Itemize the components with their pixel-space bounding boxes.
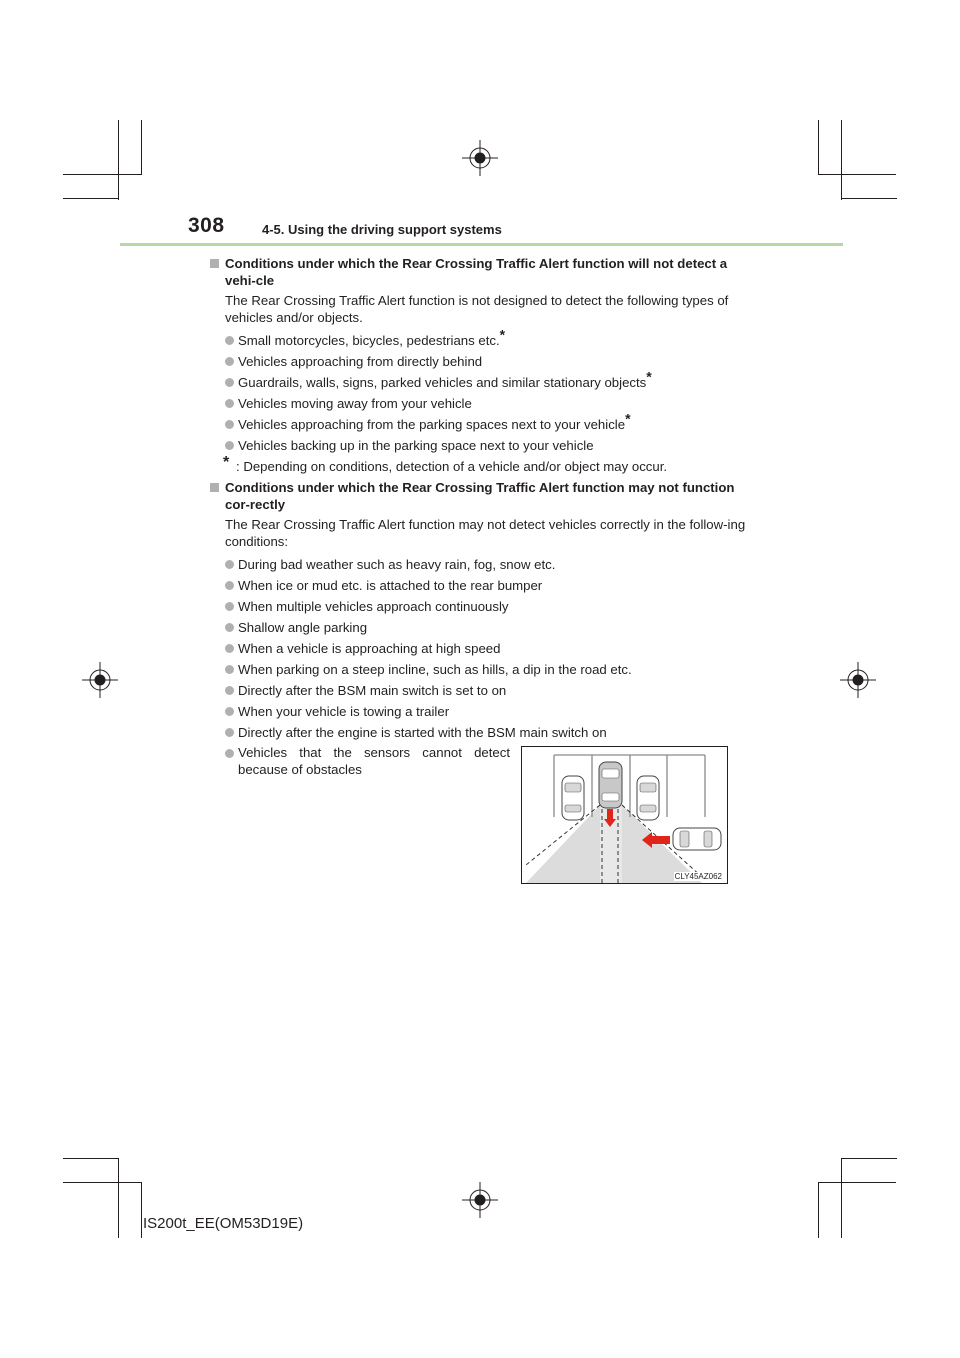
parking-illustration (521, 746, 728, 884)
registration-mark-icon (82, 662, 118, 698)
list-item (210, 701, 755, 722)
bullet-icon (225, 728, 234, 737)
list-item (210, 745, 510, 778)
bullet-icon (225, 644, 234, 653)
list-item (210, 435, 755, 456)
list-item (210, 680, 755, 701)
list-item (210, 659, 755, 680)
bullet-icon (225, 399, 234, 408)
parked-car-left (562, 776, 584, 820)
crop-mark (63, 198, 119, 199)
crop-mark (841, 1158, 897, 1159)
bullet-icon (225, 336, 234, 345)
list-item-text: When multiple vehicles approach continuously (238, 599, 509, 614)
crop-mark (818, 1182, 896, 1183)
bullet-icon (225, 707, 234, 716)
list-item-text: Vehicles backing up in the parking space next to your vehicle (238, 438, 594, 453)
list-item-text: Vehicles moving away from your vehicle (238, 396, 472, 411)
page-number: 308 (188, 214, 225, 237)
list-item-text: When ice or mud etc. is attached to the rear bumper (238, 578, 543, 593)
crop-mark (818, 1182, 819, 1238)
crop-mark (818, 174, 896, 175)
list-item (210, 722, 755, 743)
bullet-icon (225, 441, 234, 450)
section-heading-text: Conditions under which the Rear Crossing Traffic Alert function may not function cor-rectly (225, 480, 735, 512)
list-item-text: Small motorcycles, bicycles, pedestrians etc. (238, 333, 500, 348)
bullet-icon (225, 560, 234, 569)
bullet-icon (225, 581, 234, 590)
document-code: IS200t_EE(OM53D19E) (143, 1215, 304, 1232)
crop-mark (141, 1182, 142, 1238)
list-item-text: Vehicles approaching from the parking spaces next to your vehicle (238, 417, 626, 432)
bullet-icon (225, 749, 234, 758)
bullet-icon (225, 420, 234, 429)
list-item (210, 393, 755, 414)
approaching-car (673, 828, 721, 850)
registration-mark-icon (840, 662, 876, 698)
list-item (210, 368, 755, 393)
list-item-text: When your vehicle is towing a trailer (238, 704, 450, 719)
list-item (210, 410, 755, 435)
section-heading-text: Conditions under which the Rear Crossing Traffic Alert function will not detect a vehi-cle (225, 256, 728, 288)
footnote (210, 456, 755, 477)
list-item-text: Guardrails, walls, signs, parked vehicles and similar stationary objects (238, 375, 647, 390)
registration-mark-icon (462, 1182, 498, 1218)
registration-mark-icon (462, 140, 498, 176)
square-bullet-icon (210, 483, 219, 492)
page-content (210, 256, 755, 743)
bullet-icon (225, 623, 234, 632)
square-bullet-icon (210, 259, 219, 268)
figure-code: CLY45AZ062 (674, 872, 722, 881)
bullet-icon (225, 665, 234, 674)
footnote-marker: * (646, 368, 652, 385)
list-item (210, 351, 755, 372)
crop-mark (118, 1158, 119, 1238)
list-item-text: When parking on a steep incline, such as hills, a dip in the road etc. (238, 662, 632, 677)
own-car (599, 762, 622, 808)
bullet-icon (225, 378, 234, 387)
section-heading (210, 480, 755, 513)
footnote-marker: * (499, 326, 506, 343)
section-intro: The Rear Crossing Traffic Alert function is not designed to detect the following types of vehicles and/or objects. (225, 293, 729, 325)
bullet-icon (225, 686, 234, 695)
crop-mark (818, 120, 819, 175)
crop-mark (841, 120, 842, 200)
crop-mark (118, 120, 119, 200)
footnote-text: : Depending on conditions, detection of a vehicle and/or object may occur. (236, 459, 668, 474)
bullet-icon (225, 602, 234, 611)
list-item (210, 638, 755, 659)
footnote-marker: * (625, 410, 631, 427)
crop-mark (841, 1158, 842, 1238)
section-heading (210, 256, 755, 289)
list-item-text: Directly after the engine is started with the BSM main switch on (238, 725, 607, 740)
list-item (210, 554, 755, 575)
bullet-icon (225, 357, 234, 366)
list-item-text: Vehicles that the sensors cannot detect because of obstacles (238, 745, 510, 777)
list-item-text: Directly after the BSM main switch is set to on (238, 683, 507, 698)
list-item (210, 326, 755, 351)
list-item (210, 596, 755, 617)
footnote-marker: * (223, 454, 230, 471)
list-item-text: Shallow angle parking (238, 620, 368, 635)
section-title: 4-5. Using the driving support systems (262, 222, 502, 237)
crop-mark (63, 1182, 141, 1183)
crop-mark (63, 1158, 119, 1159)
parked-car-right (637, 776, 659, 820)
crop-mark (841, 198, 897, 199)
crop-mark (63, 174, 141, 175)
section-intro: The Rear Crossing Traffic Alert function may not detect vehicles correctly in the follow-ing conditions: (225, 517, 746, 549)
crop-mark (141, 120, 142, 175)
list-item-text: When a vehicle is approaching at high speed (238, 641, 501, 656)
list-item (210, 575, 755, 596)
list-item-text: During bad weather such as heavy rain, fog, snow etc. (238, 557, 556, 572)
list-item (210, 617, 755, 638)
header-divider (120, 243, 843, 246)
list-item-text: Vehicles approaching from directly behind (238, 354, 483, 369)
